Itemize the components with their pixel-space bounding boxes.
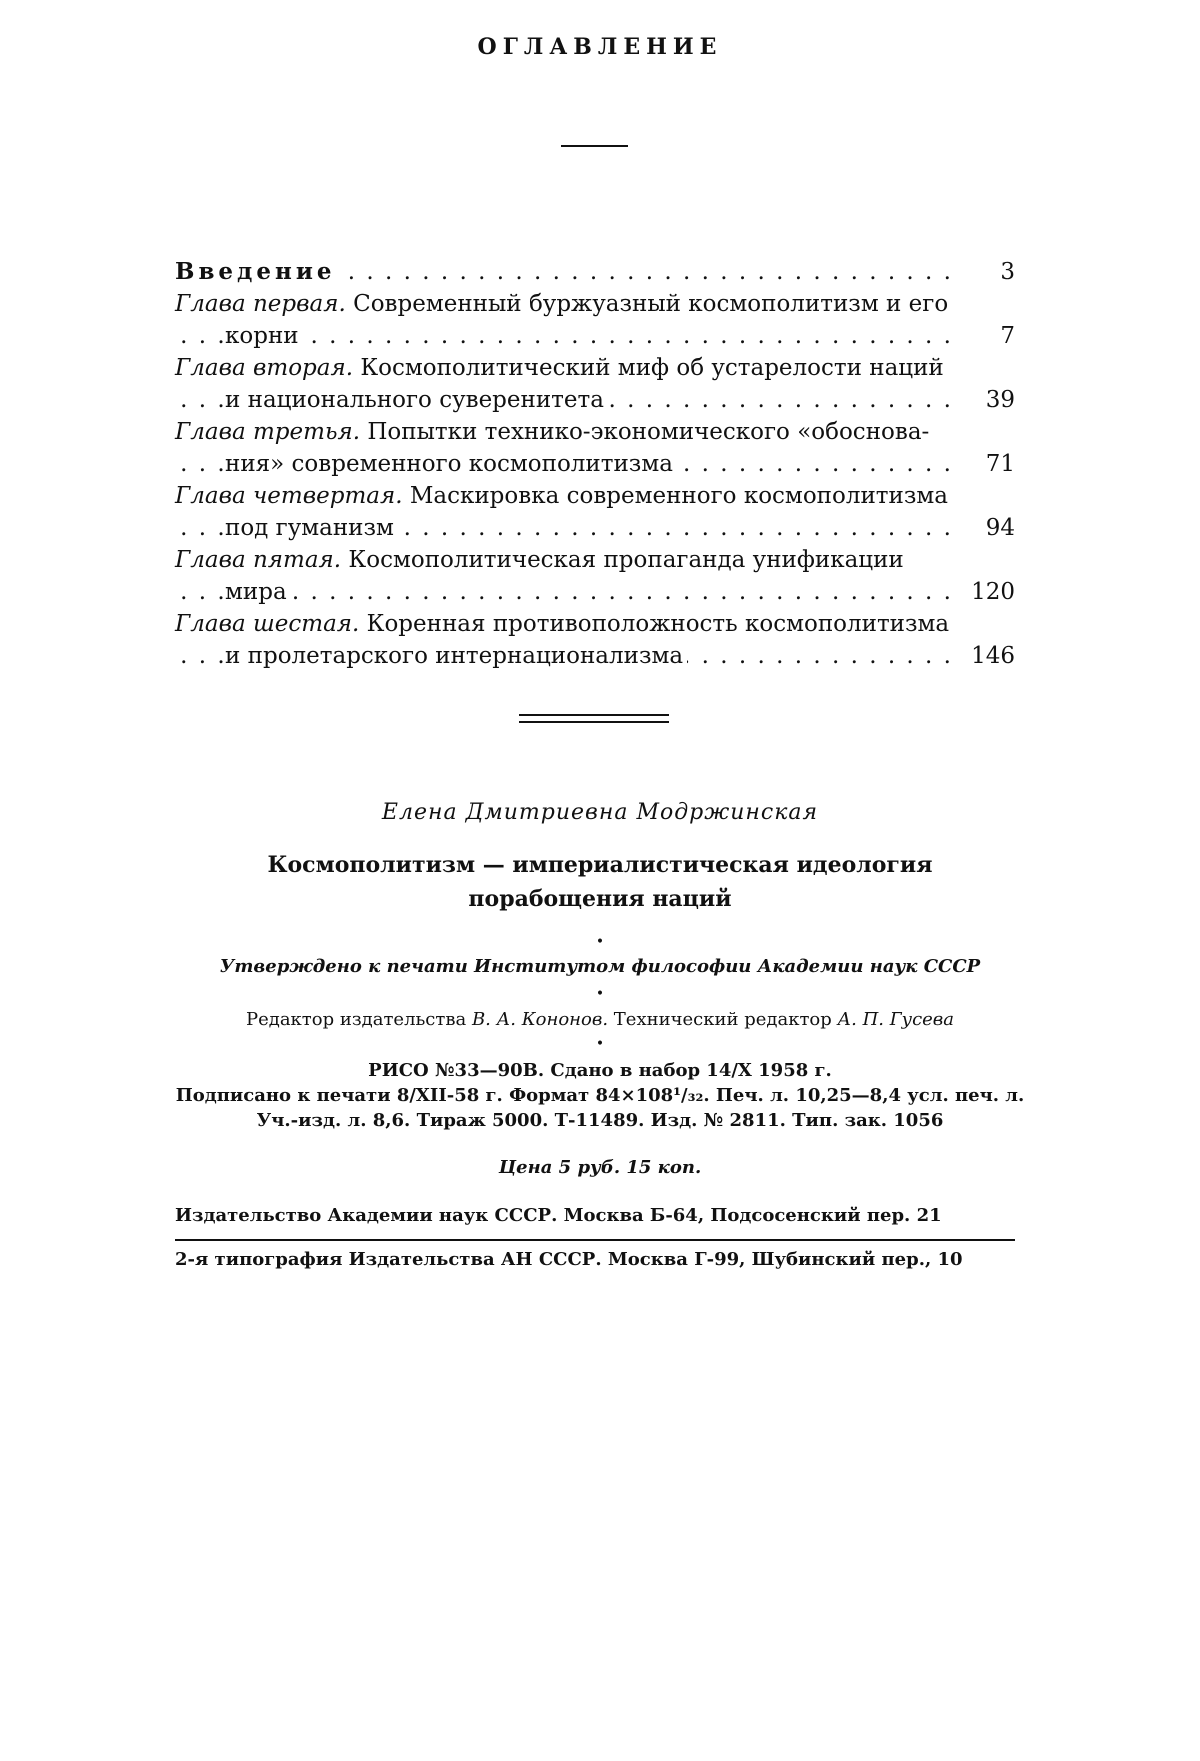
toc-entry-chapter-2-cont[interactable] xyxy=(175,384,1015,416)
toc-entry-chapter-6-cont[interactable] xyxy=(175,640,1015,672)
toc-entry-chapter-4[interactable] xyxy=(175,480,1015,512)
toc-entry-chapter-6[interactable] xyxy=(175,608,1015,640)
toc-entry-title-cont: мира xyxy=(225,579,291,605)
book-title-line-2: порабощения наций xyxy=(468,886,732,912)
editor-prefix: Редактор издательства xyxy=(245,1009,467,1030)
toc-entry-title: Маскировка современного космополитизма xyxy=(409,483,948,509)
toc-entry-title-cont: корни xyxy=(225,323,303,349)
toc-entry-introduction[interactable] xyxy=(175,256,1015,288)
toc-entry-title-cont: и пролетарского интернационализма xyxy=(225,643,687,669)
toc-entry-page: 3 xyxy=(955,256,1015,288)
toc-entry-title: Космополитический миф об устарелости наций xyxy=(360,355,944,381)
toc-entry-label: Глава шестая. xyxy=(175,611,360,637)
editors-line xyxy=(0,1009,1200,1030)
toc-entry-title-cont: и национального суверенитета xyxy=(225,387,608,413)
toc-entry-page: 7 xyxy=(955,320,1015,352)
toc-entry-chapter-4-cont[interactable] xyxy=(175,512,1015,544)
bullet-separator: • xyxy=(595,1036,605,1052)
bullet-separator: • xyxy=(595,986,605,1002)
toc-entry-title: Современный буржуазный космополитизм и его xyxy=(353,291,949,317)
toc-entry-chapter-5[interactable] xyxy=(175,544,1015,576)
author-name: Елена Дмитриевна Модржинская xyxy=(381,800,819,825)
publisher-line: Издательство Академии наук СССР. Москва Б-64, Подсосенский пер. 21 xyxy=(175,1205,942,1226)
toc-entry-title-cont: ния» современного космополитизма xyxy=(225,451,677,477)
toc-entry-title: Попытки технико-экономического «обоснова- xyxy=(367,419,930,445)
publisher-rule xyxy=(175,1239,1015,1241)
toc-entry-label: Введение xyxy=(175,258,340,285)
toc-entry-chapter-1[interactable] xyxy=(175,288,1015,320)
toc-entry-chapter-5-cont[interactable] xyxy=(175,576,1015,608)
toc-entry-title: Космополитическая пропаганда унификации xyxy=(348,547,904,573)
toc-entry-page: 146 xyxy=(955,640,1015,672)
tech-editor-prefix: Технический редактор xyxy=(613,1009,832,1030)
toc-entry-chapter-1-cont[interactable] xyxy=(175,320,1015,352)
toc-entry-page: 39 xyxy=(955,384,1015,416)
toc-entry-label: Глава четвертая. xyxy=(175,483,403,509)
toc-entry-chapter-2[interactable] xyxy=(175,352,1015,384)
toc-entry-title-cont: под гуманизм xyxy=(225,515,398,541)
toc-entry-title: Коренная противоположность космополитизма xyxy=(366,611,950,637)
approval-line: Утверждено к печати Институтом философии Академии наук СССР xyxy=(219,956,981,977)
editor-name: В. А. Кононов. xyxy=(471,1009,609,1030)
riso-line: РИСО №33—90В. Сдано в набор 14/X 1958 г. xyxy=(368,1060,832,1081)
toc-entry-label: Глава третья. xyxy=(175,419,361,445)
toc-entry-page: 94 xyxy=(955,512,1015,544)
toc-entry-chapter-3[interactable] xyxy=(175,416,1015,448)
signed-line: Подписано к печати 8/XII-58 г. Формат 84×108¹/₃₂. Печ. л. 10,25—8,4 усл. печ. л. xyxy=(175,1085,1025,1106)
toc-entry-label: Глава вторая. xyxy=(175,355,354,381)
toc-entry-label: Глава пятая. xyxy=(175,547,342,573)
edition-line: Уч.-изд. л. 8,6. Тираж 5000. Т-11489. Изд. № 2811. Тип. зак. 1056 xyxy=(256,1110,944,1131)
table-of-contents xyxy=(175,256,1015,672)
tech-editor-name: А. П. Гусева xyxy=(837,1009,955,1030)
title-divider xyxy=(561,145,628,147)
printer-line: 2-я типография Издательства АН СССР. Москва Г-99, Шубинский пер., 10 xyxy=(175,1249,963,1270)
toc-entry-page: 71 xyxy=(955,448,1015,480)
price-line: Цена 5 руб. 15 коп. xyxy=(498,1157,702,1178)
bullet-separator: • xyxy=(595,934,605,950)
page-title: ОГЛАВЛЕНИЕ xyxy=(477,34,723,60)
divider-lower xyxy=(519,721,669,723)
toc-entry-page: 120 xyxy=(955,576,1015,608)
book-title-line-1: Космополитизм — империалистическая идеология xyxy=(267,852,933,878)
divider-upper xyxy=(519,714,669,716)
toc-entry-chapter-3-cont[interactable] xyxy=(175,448,1015,480)
book-title xyxy=(0,848,1200,916)
toc-entry-label: Глава первая. xyxy=(175,291,346,317)
